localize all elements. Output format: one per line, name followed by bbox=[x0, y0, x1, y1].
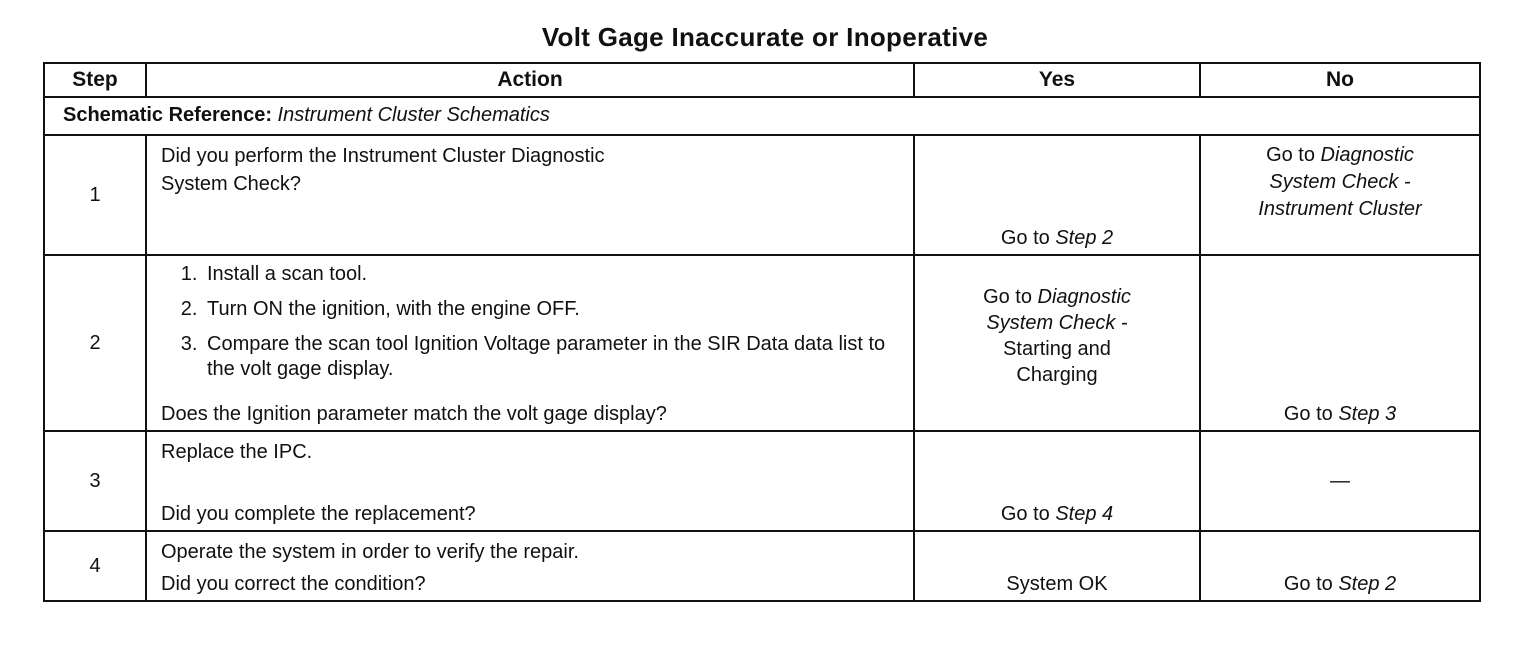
step-number: 4 bbox=[44, 531, 146, 601]
no-text: Go to bbox=[1283, 403, 1333, 425]
no-link: System Check - bbox=[1269, 171, 1411, 193]
yes-text: Go to bbox=[1000, 227, 1050, 249]
yes-text: Starting and bbox=[1003, 338, 1111, 360]
yes-cell bbox=[914, 531, 1200, 601]
no-cell bbox=[1200, 135, 1480, 255]
no-link: Step 2 bbox=[1338, 573, 1397, 595]
step-number: 1 bbox=[44, 135, 146, 255]
yes-link: Diagnostic bbox=[1037, 286, 1131, 308]
action-cell bbox=[146, 531, 914, 601]
action-text: System Check? bbox=[161, 173, 302, 195]
page-title: Volt Gage Inaccurate or Inoperative bbox=[541, 22, 989, 52]
action-question: Did you correct the condition? bbox=[161, 573, 426, 595]
step-number: 3 bbox=[44, 431, 146, 531]
yes-text: Go to bbox=[983, 286, 1032, 308]
yes-cell bbox=[914, 431, 1200, 531]
no-text: Go to bbox=[1266, 144, 1315, 166]
action-list bbox=[147, 262, 913, 382]
step-number: 2 bbox=[44, 255, 146, 431]
table-row bbox=[44, 531, 1480, 601]
no-link: Diagnostic bbox=[1320, 144, 1414, 166]
header-action: Action bbox=[146, 63, 914, 97]
no-link: Step 3 bbox=[1338, 403, 1397, 425]
yes-cell bbox=[914, 255, 1200, 431]
action-cell bbox=[146, 431, 914, 531]
yes-text: System OK bbox=[1006, 573, 1108, 595]
yes-text: Charging bbox=[1016, 364, 1098, 386]
yes-link: Step 2 bbox=[1055, 227, 1114, 249]
action-question: Does the Ignition parameter match the volt gage display? bbox=[161, 403, 667, 425]
table-row bbox=[44, 135, 1480, 255]
no-link: Instrument Cluster bbox=[1258, 198, 1422, 220]
action-cell bbox=[146, 135, 914, 255]
header-yes: Yes bbox=[914, 63, 1200, 97]
yes-text: Go to bbox=[1000, 503, 1050, 525]
table-row bbox=[44, 255, 1480, 431]
yes-cell bbox=[914, 135, 1200, 255]
list-item: 2. Turn ON the ignition, with the engine OFF. bbox=[203, 297, 913, 322]
no-cell: — bbox=[1200, 431, 1480, 531]
header-row bbox=[44, 63, 1480, 97]
list-item: 3. Compare the scan tool Ignition Voltage parameter in the SIR Data data list to the volt gage display. bbox=[203, 332, 913, 382]
header-step: Step bbox=[44, 63, 146, 97]
no-text: Go to bbox=[1283, 573, 1333, 595]
table-row bbox=[44, 431, 1480, 531]
diagnostic-table bbox=[43, 62, 1481, 602]
schematic-value: Instrument Cluster Schematics bbox=[277, 104, 550, 126]
action-text: Replace the IPC. bbox=[161, 441, 313, 463]
yes-link: Step 4 bbox=[1055, 503, 1114, 525]
schematic-reference bbox=[44, 97, 1480, 135]
schematic-label: Schematic Reference: bbox=[63, 104, 272, 126]
no-cell bbox=[1200, 255, 1480, 431]
action-text: Did you perform the Instrument Cluster Diagnostic bbox=[161, 145, 605, 167]
list-item: 1. Install a scan tool. bbox=[203, 262, 913, 287]
schematic-row bbox=[44, 97, 1480, 135]
no-cell bbox=[1200, 531, 1480, 601]
action-question: Did you complete the replacement? bbox=[161, 503, 476, 525]
yes-link: System Check - bbox=[986, 312, 1128, 334]
header-no: No bbox=[1200, 63, 1480, 97]
action-cell bbox=[146, 255, 914, 431]
action-text: Operate the system in order to verify the repair. bbox=[161, 541, 579, 563]
